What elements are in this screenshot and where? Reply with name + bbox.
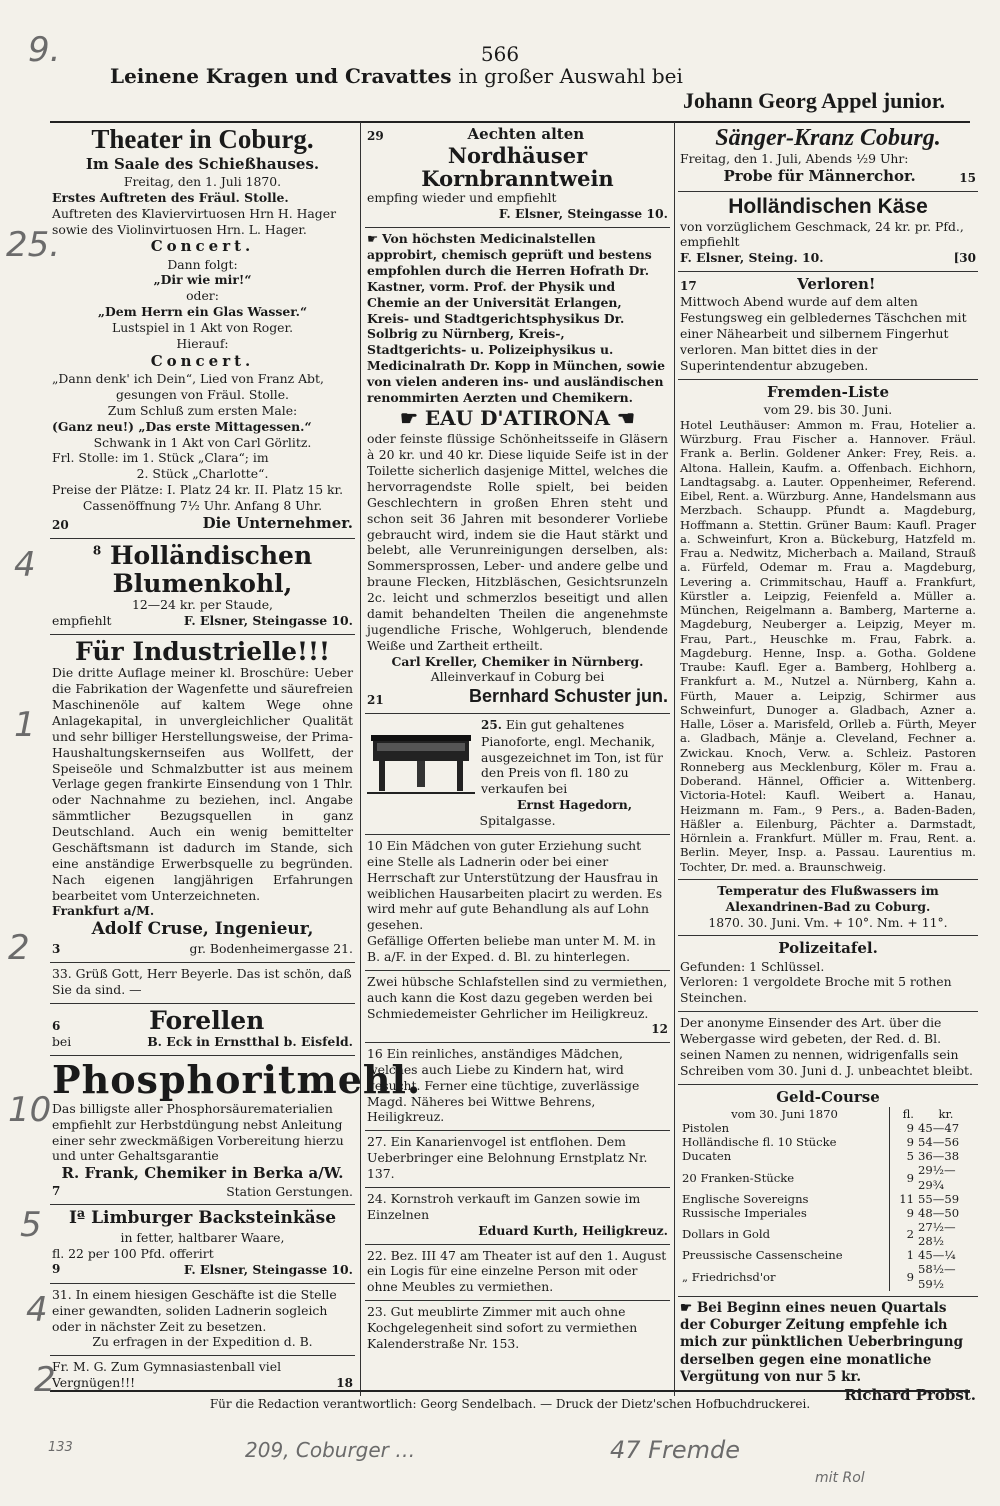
geld-cell-name: Ducaten	[682, 1149, 732, 1164]
eau-sign: Carl Kreller, Chemiker in Nürnberg.	[391, 653, 644, 669]
kornstroh-sign: Eduard Kurth, Heiligkreuz.	[478, 1222, 668, 1238]
piano-sign: Ernst Hagedorn,	[516, 797, 633, 813]
geld-row	[680, 1192, 976, 1206]
eau-body: oder feinste flüssige Schönheitsseife in Gläsern à 20 kr. und 40 kr. Diese liquide Seife ist in der Toilette sicherlich dasjenige Mittel, welches die hervorragendste Rolle spielt, bei beiden Geschlechtern in großen Ehren steht und schon seit 36 Jahren mit besonderer Vorliebe gebraucht wird, indem sie die Haut stärkt und belebt, alle Verunreinigungen derselben, als: Sommersprossen, Leber- und andere gelbe und braune Flecken, Hitzbläschen, Gesichtsrunzeln 2c. leicht und schmerzlos beseitigt und allen damit behandelten Theilen die angenehmste jugendliche Frische, Wohlgeruch, blendende Weiße und Zartheit ertheilt.	[367, 431, 668, 653]
verloren-ad	[678, 272, 978, 380]
eau-sold: Alleinverkauf in Coburg bei	[430, 669, 605, 685]
theater-after: Hierauf:	[176, 335, 229, 351]
geld-cell-kr: 48—50	[918, 1205, 960, 1220]
geld-cell-fl: 9	[890, 1206, 917, 1220]
korn-head	[367, 125, 668, 144]
eau-seller: Bernhard Schuster jun.	[468, 686, 668, 707]
theater-close-2: (Ganz neu!) „Das erste Mittagessen.“	[52, 418, 312, 434]
theater-debut: Erstes Auftreten des Fräul. Stolle.	[52, 189, 289, 205]
pointing-hand-left-icon: ☚	[610, 405, 635, 430]
geld-cell-fl: 1	[890, 1248, 917, 1262]
geld-kr-header: kr.	[938, 1106, 954, 1121]
handwritten-mark: 1	[14, 705, 36, 745]
backsteinkaese-title: Iª Limburger Backsteinkäse	[68, 1208, 337, 1229]
eau-seller-row	[367, 685, 668, 708]
theater-then: Dann folgt:	[167, 256, 238, 272]
saenger-line-1: Freitag, den 1. Juli, Abends ½9 Uhr:	[680, 151, 909, 167]
blumenkohl-num: 8	[92, 543, 102, 558]
theater-sign-row	[52, 514, 353, 533]
theater-date: Freitag, den 1. Juli 1870.	[123, 173, 282, 189]
banner-bold: Leinene Kragen und Cravattes	[110, 64, 452, 88]
backsteinkaese-num: 9	[52, 1262, 61, 1277]
geld-header-row	[680, 1107, 976, 1121]
gruss-ad	[50, 963, 355, 1004]
piano-ad	[365, 714, 670, 835]
magd-text: 16 Ein reinliches, anständiges Mädchen, welches auch Liebe zu Kindern hat, wird gesucht. Ferner eine tüchtige, zuverlässige Magd. Näheres bei Wittwe Behrens, Heiligkreuz.	[367, 1045, 640, 1125]
geld-course-ad	[678, 1085, 978, 1297]
geld-cell-kr: 58½—59½	[918, 1262, 956, 1291]
pointing-hand-icon: ☛	[400, 405, 425, 430]
industrielle-ad	[50, 635, 355, 963]
industrielle-title: Für Industrielle!!!	[75, 636, 330, 666]
fremden-ad	[678, 380, 978, 880]
geld-cell-kr: 29½—29¾	[918, 1163, 956, 1192]
geld-cell-name: Pistolen	[682, 1121, 730, 1136]
column-divider-1	[360, 122, 361, 1396]
theater-song-1: „Dann denk' ich Dein“, Lied von Franz Abt,	[52, 371, 324, 386]
zimmer-ad	[365, 1301, 670, 1357]
polizei-lost: Verloren: 1 vergoldete Broche mit 5 rothen Steinchen.	[680, 974, 952, 1006]
geld-cell-name: Holländische fl. 10 Stücke	[682, 1135, 837, 1150]
einsender-ad	[678, 1012, 978, 1085]
column-2	[365, 122, 670, 1396]
hkaese-num: [30	[953, 250, 976, 265]
frmg-text: Fr. M. G. Zum Gymnasiastenball viel Vergnügen!!!	[52, 1359, 282, 1391]
frmg-row	[52, 1359, 353, 1391]
bottom-rule	[50, 1390, 970, 1392]
geld-date: vom 30. Juni 1870	[731, 1106, 838, 1121]
backsteinkaese-sign-row	[52, 1262, 353, 1278]
forellen-num: 6	[52, 1018, 61, 1033]
polizei-title: Polizeitafel.	[778, 939, 878, 958]
saenger-num: 15	[959, 171, 976, 186]
blumenkohl-price: 12—24 kr. per Staude,	[132, 597, 273, 613]
geld-row	[680, 1248, 976, 1262]
schlaf-ad	[365, 971, 670, 1043]
verloren-title: Verloren!	[797, 275, 876, 294]
zimmer-text: 23. Gut meublirte Zimmer mit auch ohne Kochgelegenheit sind sofort zu vermiethen Kalenderstraße Nr. 153.	[367, 1304, 638, 1351]
handwritten-mark: 10	[8, 1090, 52, 1130]
forellen-sign-row	[52, 1034, 353, 1050]
ladnerin-ad	[50, 1284, 355, 1357]
geld-cell-name: 20 Franken-Stücke	[682, 1170, 795, 1185]
backsteinkaese-line-2: fl. 22 per 100 Pfd. offerirt	[52, 1246, 214, 1262]
geld-cell-fl: 11	[890, 1192, 917, 1206]
geld-cell-fl: 5	[890, 1149, 917, 1163]
blumenkohl-rec: empfiehlt	[52, 612, 112, 628]
verloren-text: Mittwoch Abend wurde auf dem alten Festungsweg ein gelbledernes Täschchen mit einer Nähearbeit und silbernem Fingerhut verloren. Man bittet dies in der Superintendentur abzugeben.	[680, 294, 967, 373]
korn-head-text: Aechten alten	[467, 125, 585, 143]
magd-ad	[365, 1043, 670, 1131]
maedchen-text: 10 Ein Mädchen von guter Erziehung sucht eine Stelle als Ladnerin oder bei einer Herrschaft zur Unterstützung der Hausfrau in weiblichen Hausarbeiten placirt zu werden. Es wird mehr auf gute Behandlung als auf Lohn gesehen.	[367, 837, 663, 933]
polizei-found: Gefunden: 1 Schlüssel.	[680, 958, 825, 974]
handwritten-note: 209, Coburger …	[245, 1438, 416, 1462]
theater-close-1: Zum Schluß zum ersten Male:	[107, 402, 298, 418]
saenger-row	[680, 167, 976, 186]
geld-row	[680, 1149, 976, 1163]
piano-text: Ein gut gehaltenes Pianoforte, engl. Mechanik, ausgezeichnet im Ton, ist für den Preis von fl. 180 zu verkaufen bei	[481, 717, 663, 797]
phosphor-body: Das billigste aller Phosphorsäurematerialien empfiehlt zur Herbstdüngung nebst Anleitung einer sehr zweckmäßigen Vorbereitung hierzu und unter Gehaltsgarantie	[52, 1100, 344, 1164]
geld-cell-kr: 54—56	[918, 1135, 960, 1150]
saenger-line-2: Probe für Männerchor.	[723, 167, 916, 186]
backsteinkaese-ad	[50, 1205, 355, 1283]
geld-cell-fl: 9	[890, 1163, 917, 1191]
industrielle-num: 3	[52, 941, 61, 956]
theater-guest-2: sowie des Violinvirtuosen Hrn. L. Hager.	[52, 221, 307, 237]
forellen-ad	[50, 1004, 355, 1056]
geld-fl-header: fl.	[890, 1107, 917, 1121]
maedchen-info: Gefällige Offerten beliebe man unter M. M. in B. a/F. in der Exped. d. Bl. zu hinterlegen.	[367, 933, 656, 965]
geld-cell-name: Dollars in Gold	[682, 1227, 771, 1242]
frmg-num: 18	[336, 1375, 353, 1390]
blumenkohl-title-text: Holländischen Blumenkohl,	[109, 541, 313, 598]
logis-text: 22. Bez. III 47 am Theater ist auf den 1. August ein Logis für eine einzelne Person mit oder ohne Meubles zu vermiethen.	[367, 1247, 667, 1295]
geld-row	[680, 1135, 976, 1149]
theater-close-4: Frl. Stolle: im 1. Stück „Clara“; im	[52, 450, 269, 466]
fremden-body: Hotel Leuthäuser: Ammon m. Frau, Hotelier a. Würzburg. Frau Fischer a. Hannover. Fräul. Frank a. Berlin. Goldener Anker: Frey, Reis. a. Altona. Hallein, Kaufm. a. Offenbach. Eichhorn, Landtagsabg. a. Lauter. Oppenheimer, Referend. Eibel, Rent. a. Würzburg. Anne, Handelsmann aus Merzbach. Schaupp. Pfundt a. Magdeburg, Hoffmann a. Stettin. Grüner Baum: Kaufl. Prager a. Schweinfurt, Kron a. Bückeburg, Hatzfeld m. Frau a. Nedwitz, Micherbach a. Mailand, Strauß a. Fürfeld, Odemar m. Frau a. Magdeburg, Levering a. Crimmitschau, Hauff a. Frankfurt, Kürstler a. Leipzig, Feienfeld a. Müller a. München, Reigelmann a. Bamberg, Marterne a. Magdeburg, Neuberger a. Leipzig, Meyer m. Frau, Part., Heuschke m. Frau, Fabrk. a. Magdeburg. Henne, Insp. a. Gotha. Goldene Traube: Kaufl. Eger a. Bamberg, Hohlberg a. Frankfurt a. M., Nutzel a. Nürnberg, Kahn a. Fürth, Mauer a. Leipzig, Schirmer aus Schweinfurt, Dunoger a. Gladbach, Azner a. Halle, Löser a. Marisfeld, Orlleb a. Fürth, Meyer a. Gladbach, Mänje a. Cleveland, Fechner a. Zwickau. Knoch, Verw. a. Schleiz. Pastoren Ronneberg aus Mecklenburg, Köler m. Frau a. Doberand. Hännel, Officier a. Wittenberg. Victoria-Hotel: Kaufl. Weibert a. Hanau, Heizmann m. Fam., 9 Pers., a. Baden-Baden, Häßler a. Eilenburg, Pächter a. Darmstadt, Hörnlein a. Frankfurt. Müller m. Frau, Rent. a. Berlin. Meyer, Insp. a. Passau. Laurentius m. Tochter, Dr. med. a. Braunschweig.	[680, 417, 976, 874]
forellen-head	[52, 1007, 353, 1035]
maedchen-ad	[365, 835, 670, 971]
handwritten-mark: 2	[8, 928, 30, 968]
korn-ad	[365, 122, 670, 228]
theater-play-1: „Dir wie mir!“	[153, 272, 252, 288]
geld-cell-fl: 9	[890, 1121, 917, 1135]
fremden-title: Fremden-Liste	[766, 382, 890, 401]
theater-num: 20	[52, 517, 69, 532]
handwritten-mark: 4	[14, 545, 36, 585]
temperature-title: Temperatur des Flußwassers im Alexandrinen-Bad zu Coburg.	[717, 882, 939, 914]
saenger-ad	[678, 122, 978, 192]
polizei-ad	[678, 936, 978, 1012]
industrielle-sign: Adolf Cruse, Ingenieur,	[91, 919, 314, 940]
korn-num: 29	[367, 128, 384, 143]
geld-row	[680, 1262, 976, 1290]
handwritten-mark: 9.	[28, 30, 61, 70]
handwritten-note: 133	[48, 1440, 73, 1455]
footer-imprint: Für die Redaction verantwortlich: Georg Sendelbach. — Druck der Dietz'schen Hofbuchdruckerei.	[209, 1397, 811, 1411]
geld-cell-name: Preussische Cassenscheine	[682, 1248, 843, 1263]
theater-times: Cassenöffnung 7½ Uhr. Anfang 8 Uhr.	[82, 498, 323, 513]
phosphor-title: Phosphoritmehl.	[52, 1057, 422, 1103]
eau-num: 21	[367, 693, 384, 708]
theater-ad	[50, 122, 355, 539]
banner-line-1	[110, 64, 945, 88]
theater-sign: Die Unternehmer.	[202, 513, 353, 532]
geld-cell-name: Englische Sovereigns	[682, 1191, 809, 1206]
fremden-date: vom 29. bis 30. Juni.	[763, 401, 893, 417]
industrielle-addr: gr. Bodenheimergasse 21.	[189, 941, 353, 957]
korn-title: Nordhäuser Kornbranntwein	[421, 143, 614, 192]
piano-illustration	[367, 721, 475, 799]
kanarien-ad	[365, 1131, 670, 1188]
ladnerin-info: Zu erfragen in der Expedition d. B.	[92, 1334, 313, 1350]
piano-addr: Spitalgasse.	[479, 813, 556, 829]
theater-song-2: gesungen von Fräul. Stolle.	[116, 386, 289, 402]
handwritten-mark: 5	[20, 1205, 42, 1245]
kornstroh-text: 24. Kornstroh verkauft im Ganzen sowie im Einzelnen	[367, 1190, 641, 1222]
schlaf-text: Zwei hübsche Schlafstellen sind zu vermiethen, auch kann die Kost dazu gegeben werden bei Schmiedemeister Gehrlicher im Heiligkreuz.	[367, 973, 668, 1021]
eau-title-wrap	[367, 406, 668, 432]
handwritten-mark: 4	[26, 1290, 48, 1330]
forellen-sign: B. Eck in Ernstthal b. Eisfeld.	[147, 1034, 353, 1050]
theater-play-1c: Lustspiel in 1 Akt von Roger.	[111, 320, 294, 336]
phosphor-num: 7	[52, 1184, 61, 1199]
geld-row	[680, 1121, 976, 1135]
theater-close-3: Schwank in 1 Akt von Carl Görlitz.	[93, 434, 312, 450]
geld-table	[680, 1107, 976, 1291]
pointing-hand-icon: ☛	[367, 231, 383, 247]
column-3	[678, 122, 978, 1405]
eau-intro: Von höchsten Medicinalstellen approbirt, chemisch geprüft und bestens empfohlen durch die Herren Hofrath Dr. Kastner, vorm. Prof. der Physik und Chemie an der Universität Erlangen, Kreis- und Stadtgerichtsphysikus Dr. Solbrig zu Nürnberg, Kreis-, Stadtgerichts- u. Polizeiphysikus u. Medicinalrath Dr. Kopp in München, sowie von vielen anderen ins- und ausländischen renommirten Aerzten und Chemikern.	[367, 231, 666, 405]
geld-cell-kr: 27½—28½	[918, 1220, 956, 1249]
korn-sign: F. Elsner, Steingasse 10.	[498, 206, 668, 222]
logis-ad	[365, 1245, 670, 1302]
hkaese-ad	[678, 192, 978, 272]
geld-cell-name: „ Friedrichsd'or	[682, 1269, 776, 1284]
banner-rest: in großer Auswahl bei	[458, 64, 683, 88]
korn-line: empfing wieder und empfiehlt	[367, 190, 557, 206]
probst-sign: Richard Probst.	[844, 1386, 976, 1405]
geld-cell-kr: 45—47	[918, 1121, 960, 1136]
geld-row	[680, 1206, 976, 1220]
phosphor-ad	[50, 1056, 422, 1205]
schlaf-num: 12	[651, 1021, 668, 1036]
forellen-bei: bei	[52, 1034, 72, 1050]
geld-cell-kr: 45—¼	[918, 1248, 956, 1263]
eau-ad	[365, 228, 670, 714]
eau-title: EAU D'ATIRONA	[424, 405, 611, 430]
phosphor-station: Station Gerstungen.	[226, 1183, 353, 1199]
handwritten-mark: 25.	[6, 225, 61, 265]
industrielle-addr-row	[52, 941, 353, 957]
hkaese-sign: F. Elsner, Steing. 10.	[680, 250, 824, 266]
blumenkohl-ad	[50, 539, 355, 635]
industrielle-body: Die dritte Auflage meiner kl. Broschüre: Ueber die Fabrikation der Wagenfette und säurefreien Maschinenöle auf kaltem Wege ohne Anlagekapital, in unvergleichlicher Qualität und sehr billiger Herstellungsweise, der Prima-Haushaltungskernseifen aus Wollfett, der Speiseöle und Schmalzbutter ist aus meinem Verlage gegen frankirte Einsendung von 1 Thlr. oder Nachnahme zu beziehen, incl. Angabe sämmtlicher Bezugsquellen in ganz Deutschland. Auch ein wenig bemittelter Geschäftsmann ist dadurch im Stande, sich eine anständige Erwerbsquelle zu begründen. Nach eigenen langjährigen Erfahrungen bearbeitet vom Unterzeichneten.	[52, 665, 353, 903]
hkaese-text: von vorzüglichem Geschmack, 24 kr. pr. Pfd., empfiehlt	[680, 218, 964, 250]
column-divider-2	[674, 122, 675, 1396]
hkaese-title: Holländischen Käse	[728, 195, 928, 219]
kanarien-text: 27. Ein Kanarienvogel ist entflohen. Dem Ueberbringer eine Belohnung Ernstplatz Nr. 137.	[367, 1134, 648, 1182]
theater-close-5: 2. Stück „Charlotte“.	[136, 466, 269, 482]
geld-rows	[680, 1121, 976, 1291]
theater-or: oder:	[186, 288, 219, 304]
theater-concert-1: Concert.	[150, 237, 255, 256]
saenger-title: Sänger-Kranz Coburg.	[715, 125, 941, 151]
geld-title: Geld-Course	[776, 1087, 880, 1106]
forellen-title: Forellen	[149, 1005, 265, 1035]
blumenkohl-sign: F. Elsner, Steingasse 10.	[183, 612, 353, 628]
handwritten-note: mit Rol	[815, 1470, 865, 1486]
handwritten-mark: 2	[34, 1360, 56, 1400]
probst-text-wrap	[680, 1300, 976, 1386]
verloren-num: 17	[680, 279, 697, 293]
industrielle-place: Frankfurt a/M.	[52, 903, 155, 919]
theater-venue: Im Saale des Schießhauses.	[85, 154, 320, 173]
temperature-ad	[678, 880, 978, 937]
geld-cell-name: Russische Imperiales	[682, 1205, 807, 1220]
probst-text: Bei Beginn eines neuen Quartals der Coburger Zeitung empfehle ich mich zur pünktlichen Ueberbringung derselben gegen eine monatliche Vergütung von nur 5 kr.	[680, 1299, 964, 1385]
einsender-text: Der anonyme Einsender des Art. über die Webergasse wird gebeten, der Red. d. Bl. seinen Namen zu nennen, widrigenfalls sein Schreiben vom 30. Juni d. J. unbeachtet bleibt.	[680, 1015, 973, 1078]
geld-cell-kr: 55—59	[918, 1191, 960, 1206]
geld-cell-fl: 9	[890, 1262, 917, 1290]
theater-guest-1: Auftreten des Klaviervirtuosen Hrn H. Hager	[52, 205, 336, 221]
geld-cell-kr: 36—38	[918, 1149, 960, 1164]
top-banner	[110, 64, 945, 124]
probst-ad	[678, 1297, 978, 1411]
backsteinkaese-sign: F. Elsner, Steingasse 10.	[183, 1261, 353, 1277]
backsteinkaese-line-1: in fetter, haltbarer Waare,	[120, 1230, 285, 1246]
temperature-line: 1870. 30. Juni. Vm. + 10°. Nm. + 11°.	[708, 914, 948, 930]
piano-num: 25.	[481, 718, 502, 733]
kornstroh-ad	[365, 1188, 670, 1245]
handwritten-note: 47 Fremde	[610, 1436, 740, 1464]
theater-play-1b: „Dem Herrn ein Glas Wasser.“	[97, 304, 308, 320]
geld-cell-fl: 2	[890, 1220, 917, 1248]
blumenkohl-title	[52, 542, 353, 597]
phosphor-sign: R. Frank, Chemiker in Berka a/W.	[61, 1164, 344, 1183]
pointing-hand-icon: ☛	[680, 1299, 697, 1316]
page-number: 566	[480, 42, 520, 66]
banner-line-2: Johann Georg Appel junior.	[682, 88, 945, 113]
theater-title: Theater in Coburg.	[91, 124, 314, 154]
hkaese-sign-row	[680, 250, 976, 266]
phosphor-station-row	[52, 1184, 353, 1200]
blumenkohl-sign-row	[52, 613, 353, 629]
geld-row	[680, 1163, 976, 1191]
geld-row	[680, 1220, 976, 1248]
theater-prices: Preise der Plätze: I. Platz 24 kr. II. Platz 15 kr.	[52, 482, 344, 498]
gruss-text: 33. Grüß Gott, Herr Beyerle. Das ist schön, daß Sie da sind. —	[52, 965, 352, 997]
theater-concert-2: Concert.	[150, 351, 255, 370]
geld-cell-fl: 9	[890, 1135, 917, 1149]
eau-intro-wrap	[367, 231, 668, 406]
verloren-head	[680, 275, 976, 294]
ladnerin-text: 31. In einem hiesigen Geschäfte ist die Stelle einer gewandten, soliden Ladnerin sogleich oder in nächster Zeit zu besetzen.	[52, 1286, 337, 1334]
